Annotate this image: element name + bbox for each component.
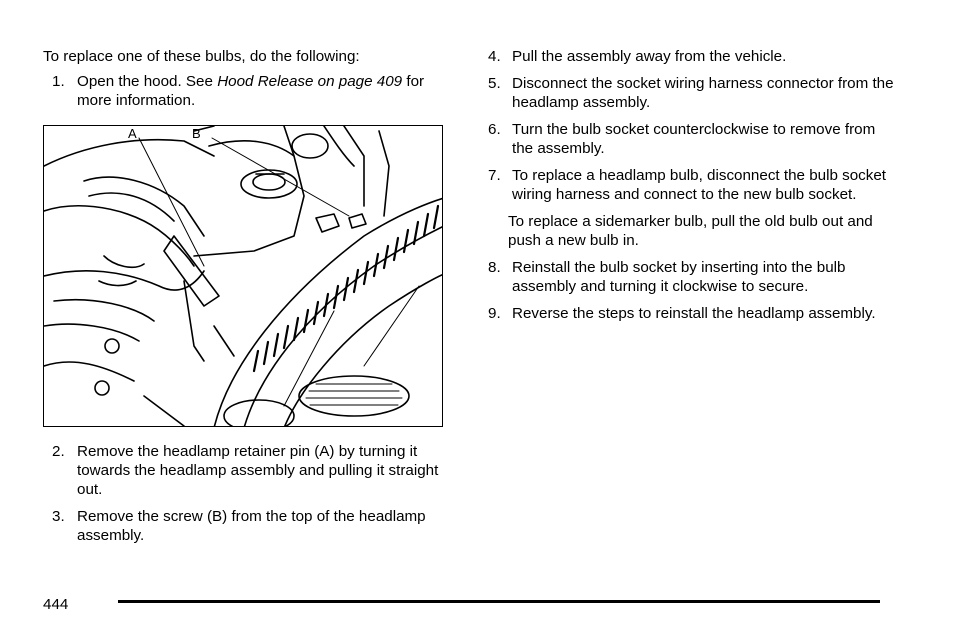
intro-text: To replace one of these bulbs, do the following: (43, 48, 360, 65)
step-text: Disconnect the socket wiring harness connector from the headlamp assembly. (512, 75, 894, 111)
step-6 (488, 120, 898, 158)
steps-list-left (43, 442, 443, 553)
step-7 (488, 166, 898, 204)
callout-label-b: B (192, 126, 201, 141)
headlamp-illustration (43, 125, 443, 427)
right-column (488, 47, 898, 331)
headlamp-diagram (44, 126, 443, 427)
step-number: 4. (488, 48, 501, 65)
step-text: Remove the screw (B) from the top of the headlamp assembly. (77, 508, 426, 544)
step-number: 3. (52, 508, 65, 525)
step-2 (43, 442, 443, 499)
step-number: 2. (52, 443, 65, 460)
step-3 (43, 507, 443, 545)
footer-divider (118, 600, 880, 603)
callout-label-a: A (128, 126, 137, 141)
step-5 (488, 74, 898, 112)
sidemarker-note: To replace a sidemarker bulb, pull the old bulb out and push a new bulb in. (508, 213, 873, 249)
step-8 (488, 258, 898, 296)
step-number: 9. (488, 305, 501, 322)
step-1 (43, 72, 443, 110)
step-text: for more information. (77, 73, 425, 109)
step-text: Reverse the steps to reinstall the headlamp assembly. (512, 305, 876, 322)
step-text: Open the hood. See (77, 73, 218, 90)
step-text: To replace a headlamp bulb, disconnect the bulb socket wiring harness and connect to the new bulb socket. (512, 167, 887, 203)
page-number: 444 (43, 596, 69, 613)
cross-reference-link[interactable]: Hood Release on page 409 (217, 73, 403, 90)
step-text: Pull the assembly away from the vehicle. (512, 48, 787, 65)
step-number: 5. (488, 75, 501, 92)
step-text: Remove the headlamp retainer pin (A) by turning it towards the headlamp assembly and pulling it straight out. (77, 443, 439, 498)
step-number: 7. (488, 167, 501, 184)
step-number: 6. (488, 121, 501, 138)
step-text: Turn the bulb socket counterclockwise to remove from the assembly. (512, 121, 876, 157)
step-number: 1. (52, 73, 65, 90)
left-column (43, 47, 443, 118)
step-4 (488, 47, 898, 66)
step-number: 8. (488, 259, 501, 276)
step-9 (488, 304, 898, 323)
step-text: Reinstall the bulb socket by inserting into the bulb assembly and turning it clockwise to secure. (512, 259, 846, 295)
